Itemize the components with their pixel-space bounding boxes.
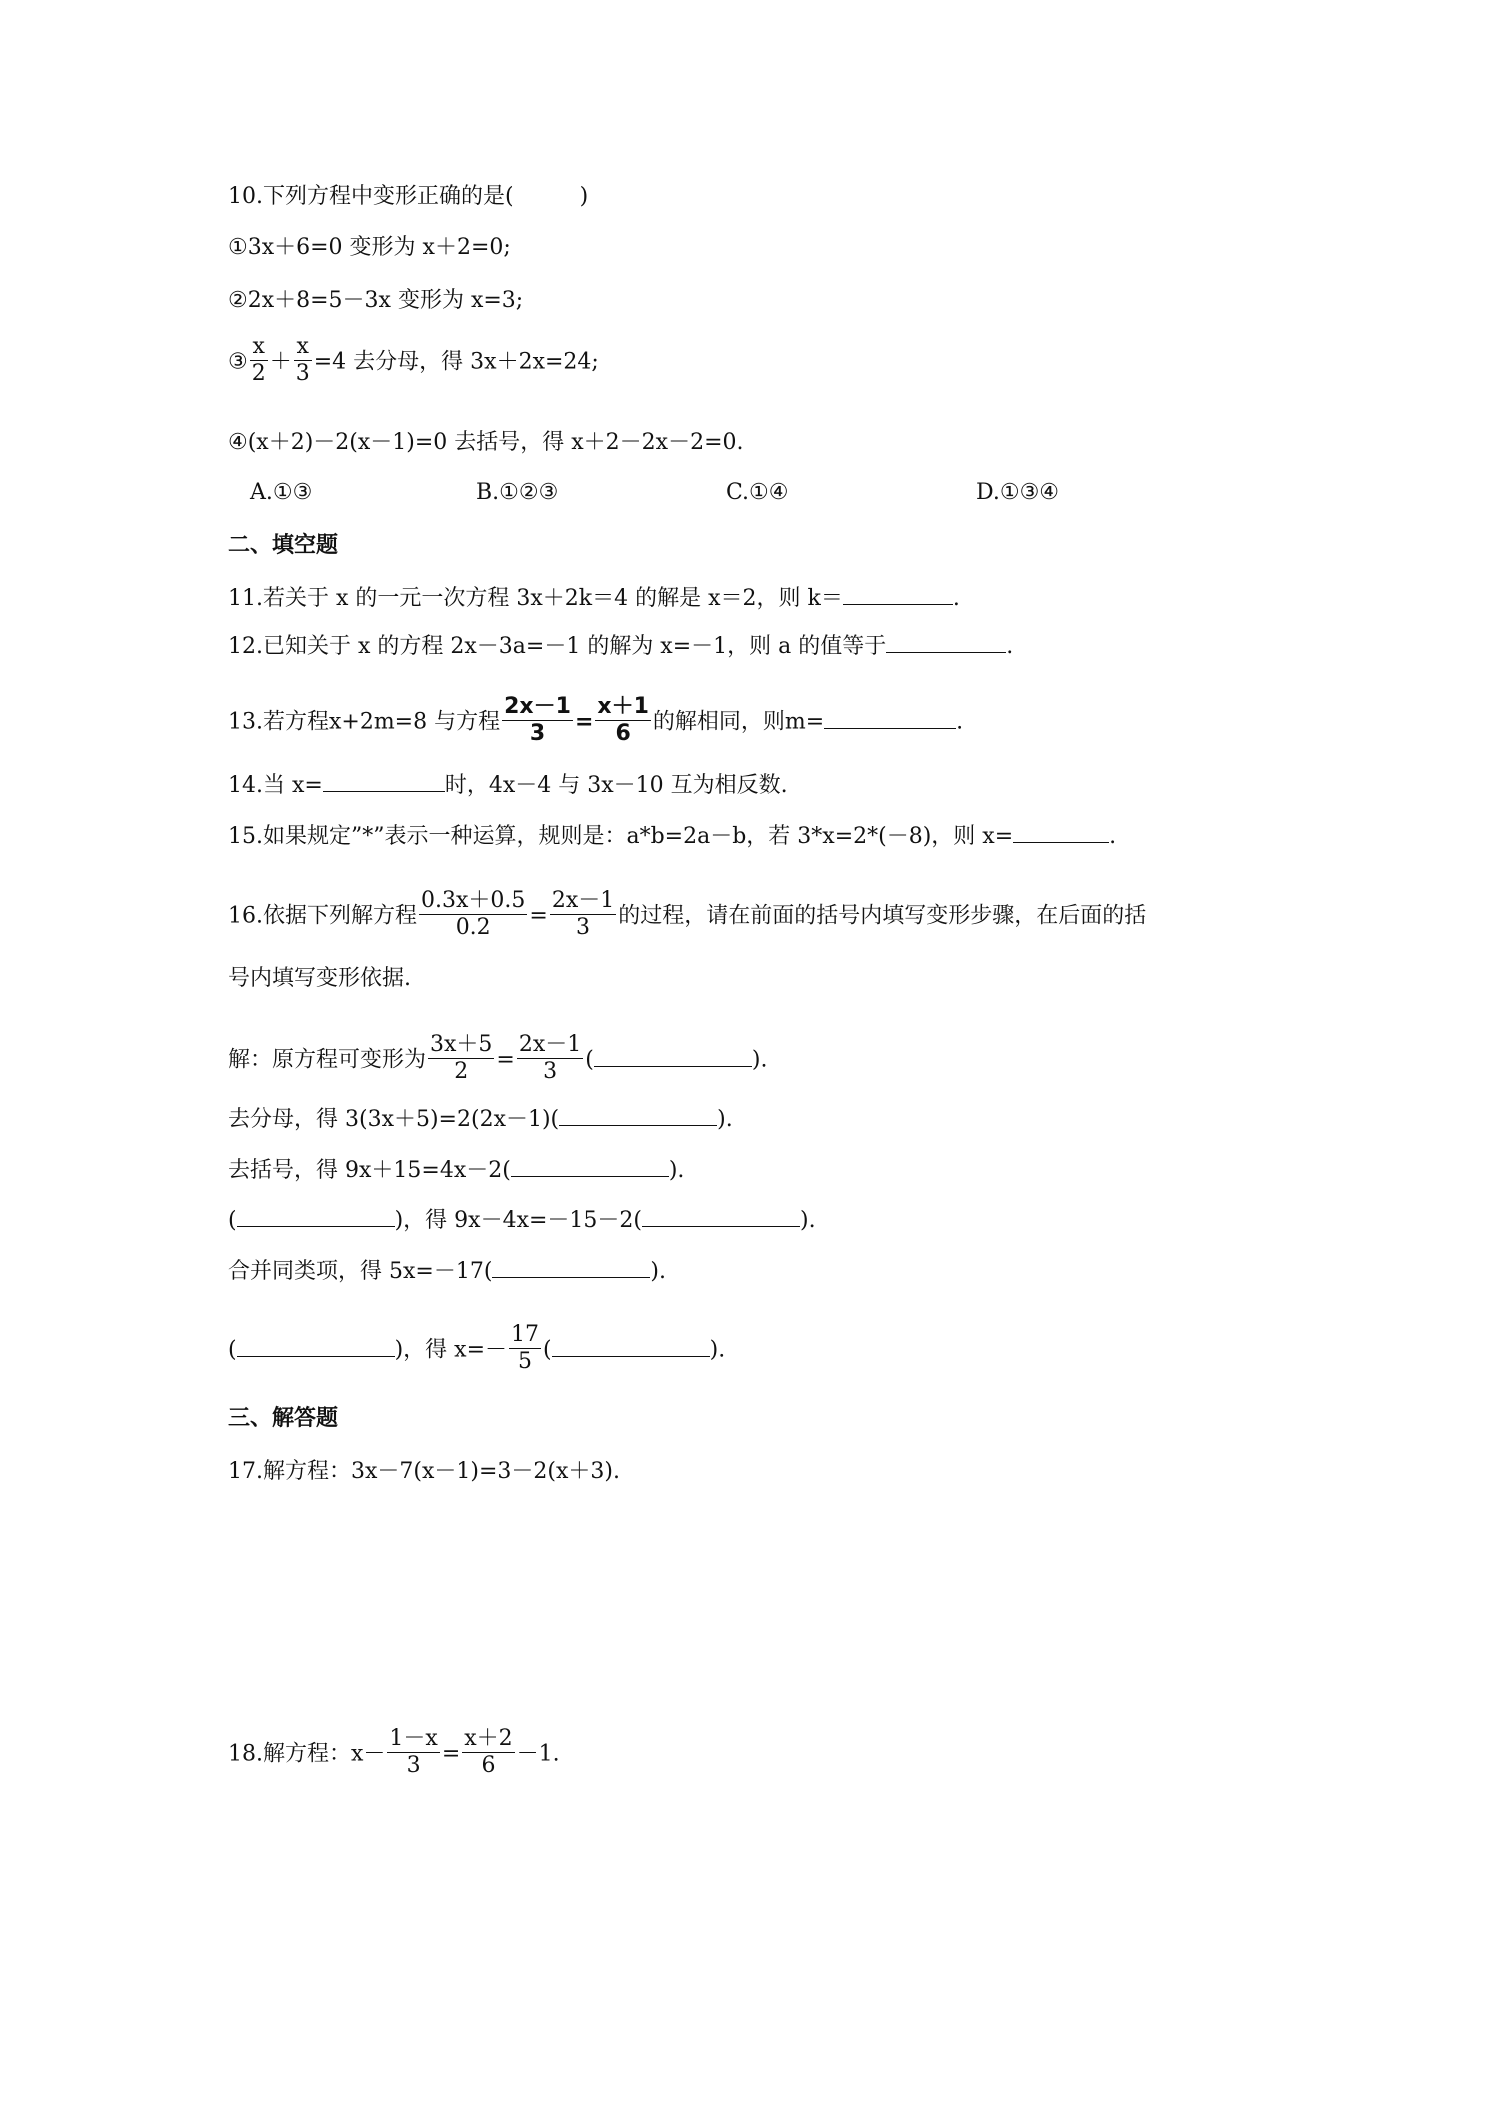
q16-step-4 — [228, 1206, 816, 1236]
answer-blank[interactable] — [843, 584, 953, 605]
fraction — [595, 694, 651, 747]
answer-blank[interactable] — [1013, 822, 1109, 843]
answer-blank[interactable] — [237, 1336, 395, 1357]
open-paren: ( — [543, 1337, 552, 1363]
q10-item-3-prefix: ③ — [228, 349, 248, 375]
q14-post: 时，4x－4 与 3x－10 互为相反数. — [444, 773, 788, 798]
q11-end: . — [952, 586, 960, 611]
q11-text: 11.若关于 x 的一元一次方程 3x＋2k＝4 的解是 x＝2，则 k＝ — [228, 586, 843, 611]
fraction — [419, 888, 527, 941]
close-paren: ). — [717, 1107, 733, 1132]
q14 — [228, 771, 788, 801]
q16-post: 的过程，请在前面的括号内填写变形步骤，在后面的括 — [618, 903, 1147, 929]
close-paren: ). — [800, 1208, 816, 1233]
close-paren: ). — [751, 1047, 768, 1073]
q12-end: . — [1006, 634, 1014, 659]
q16-pre: 16.依据下列解方程 — [228, 903, 417, 929]
q16-step-5 — [228, 1257, 666, 1287]
answer-blank[interactable] — [237, 1206, 395, 1227]
answer-blank[interactable] — [642, 1206, 800, 1227]
fraction-numerator: 2x－1 — [504, 694, 571, 719]
step-text: 去括号，得 9x＋15=4x－2( — [228, 1158, 511, 1183]
step-text: 去分母，得 3(3x＋5)=2(2x－1)( — [228, 1107, 560, 1132]
step-text: )，得 x=－ — [394, 1337, 508, 1363]
fraction-numerator: 1－x — [389, 1726, 438, 1751]
q16-line-1 — [228, 890, 1146, 943]
fraction — [428, 1032, 494, 1085]
fraction-numerator: 2x－1 — [518, 1032, 582, 1057]
fraction-denominator: 2 — [428, 1058, 494, 1085]
plus-sign: ＋ — [269, 349, 292, 375]
step-text: 解：原方程可变形为 — [228, 1047, 427, 1073]
q10-item-1: ①3x＋6=0 变形为 x＋2=0; — [228, 235, 511, 260]
q16-step-1 — [228, 1034, 767, 1087]
q10-option-a: A.①③ — [250, 480, 313, 505]
q16-line-2: 号内填写变形依据. — [228, 966, 411, 991]
step-text: 合并同类项，得 5x=－17( — [228, 1259, 493, 1284]
fraction-numerator: 2x－1 — [551, 888, 615, 913]
fraction — [462, 1726, 514, 1779]
answer-blank[interactable] — [552, 1336, 710, 1357]
fraction-numerator: x＋1 — [597, 694, 649, 719]
q12-text: 12.已知关于 x 的方程 2x－3a=－1 的解为 x=－1，则 a 的值等于 — [228, 634, 887, 659]
q13-post: 的解相同，则m= — [652, 709, 825, 735]
answer-blank[interactable] — [323, 771, 445, 792]
equals-sign: = — [574, 709, 594, 735]
q10-item-2: ②2x＋8=5－3x 变形为 x=3; — [228, 288, 524, 313]
q13-pre: 13.若方程x+2m=8 与方程 — [228, 709, 501, 735]
open-paren: ( — [228, 1208, 237, 1233]
fraction-numerator: x — [252, 334, 265, 359]
fraction — [509, 1322, 541, 1375]
fraction-denominator: 3 — [517, 1058, 583, 1085]
answer-blank[interactable] — [511, 1156, 669, 1177]
close-paren: ). — [709, 1337, 726, 1363]
q15-text: 15.如果规定”*”表示一种运算，规则是：a*b=2a－b，若 3*x=2*(－8)，则 x= — [228, 824, 1014, 849]
fraction-denominator: 5 — [509, 1348, 541, 1375]
q17: 17.解方程：3x－7(x－1)=3－2(x＋3). — [228, 1459, 620, 1484]
q16-step-2 — [228, 1105, 733, 1135]
fraction-numerator: x — [296, 334, 309, 359]
fraction-denominator: 6 — [462, 1752, 514, 1779]
q16-step-6 — [228, 1324, 725, 1377]
close-paren: ). — [650, 1259, 666, 1284]
fraction-denominator: 3 — [502, 720, 573, 747]
equals-sign: = — [441, 1741, 461, 1767]
q12 — [228, 632, 1013, 662]
q18-pre: 18.解方程：x－ — [228, 1741, 386, 1767]
q10-option-b: B.①②③ — [476, 480, 559, 505]
fraction-denominator: 6 — [595, 720, 651, 747]
q13 — [228, 696, 963, 749]
answer-blank[interactable] — [886, 632, 1006, 653]
q10-option-c: C.①④ — [726, 480, 789, 505]
equals-sign: = — [529, 903, 548, 929]
q15-end: . — [1109, 824, 1117, 849]
q18-post: －1. — [516, 1741, 560, 1767]
answer-blank[interactable] — [594, 1046, 752, 1067]
section-3-heading: 三、解答题 — [228, 1406, 339, 1431]
answer-blank[interactable] — [492, 1257, 650, 1278]
answer-blank[interactable] — [824, 708, 956, 729]
section-2-heading: 二、填空题 — [228, 533, 339, 558]
fraction-denominator: 2 — [251, 361, 266, 386]
open-paren: ( — [228, 1337, 237, 1363]
equals-sign: = — [496, 1047, 515, 1073]
fraction — [294, 334, 312, 387]
q14-pre: 14.当 x= — [228, 773, 323, 798]
fraction-numerator: 0.3x＋0.5 — [421, 888, 526, 913]
q10-item-4: ④(x＋2)－2(x－1)=0 去括号，得 x＋2－2x－2=0. — [228, 430, 744, 455]
open-paren: ( — [585, 1047, 594, 1073]
answer-blank[interactable] — [559, 1105, 717, 1126]
fraction-numerator: 3x＋5 — [430, 1032, 493, 1057]
fraction-denominator: 0.2 — [419, 914, 527, 941]
q15 — [228, 822, 1116, 852]
close-paren: ). — [668, 1158, 685, 1183]
fraction — [250, 334, 268, 387]
step-text: )，得 9x－4x=－15－2( — [394, 1208, 642, 1233]
fraction-numerator: 17 — [511, 1322, 540, 1347]
q10-item-3-rest: =4 去分母，得 3x＋2x=24; — [313, 349, 599, 375]
q10-stem: 10.下列方程中变形正确的是( ) — [228, 184, 589, 209]
fraction-denominator: 3 — [387, 1752, 439, 1779]
fraction — [517, 1032, 583, 1085]
q10-option-d: D.①③④ — [976, 480, 1060, 505]
fraction-denominator: 3 — [295, 361, 310, 386]
fraction — [387, 1726, 439, 1779]
q16-step-3 — [228, 1156, 684, 1186]
fraction — [550, 888, 616, 941]
fraction-numerator: x＋2 — [464, 1726, 513, 1751]
fraction-denominator: 3 — [550, 914, 616, 941]
q18 — [228, 1728, 560, 1781]
q13-end: . — [956, 709, 964, 735]
fraction — [502, 694, 573, 747]
q11 — [228, 584, 960, 614]
q10-item-3 — [228, 336, 599, 389]
